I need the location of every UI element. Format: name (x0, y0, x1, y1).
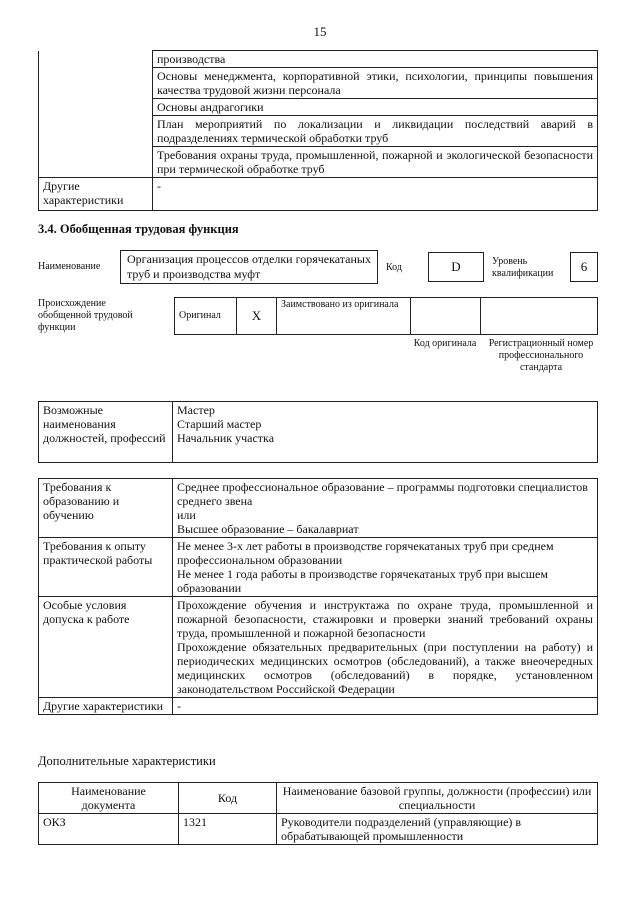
education-line: или (177, 508, 196, 522)
code-original-cell (411, 298, 481, 335)
special-line: Прохождение обязательных предварительных (при поступлении на работу) и периодических медицинских осмотров (обследований), а также внеочередных медицинских осмотров (обследований) в порядке, установленном законодательством Российской Федерации (177, 640, 593, 696)
education-line: Среднее профессиональное образование – программы подготовки специалистов среднего звена (177, 480, 588, 508)
code-original-label: Код оригинала (413, 338, 477, 349)
header-document: Наименование документа (39, 783, 179, 814)
level-label: Уровень квалификации (492, 256, 554, 279)
origin-table (174, 297, 598, 335)
experience-values (173, 538, 598, 597)
original-mark: X (237, 298, 277, 335)
header-code: Код (179, 783, 277, 814)
req-other-value: - (173, 698, 598, 715)
row-code: 1321 (179, 814, 277, 845)
knowledge-table (38, 50, 598, 211)
knowledge-row: Основы андрагогики (153, 99, 598, 116)
additional-title: Дополнительные характеристики (38, 754, 216, 768)
header-group: Наименование базовой группы, должности (профессии) или специальности (277, 783, 598, 814)
positions-label: Возможные наименования должностей, профессий (39, 402, 173, 463)
positions-table (38, 401, 598, 463)
original-label: Оригинал (175, 298, 237, 335)
reg-number-label: Регистрационный номер профессионального стандарта (488, 338, 594, 373)
code-label: Код (386, 262, 402, 273)
knowledge-row: производства (153, 51, 598, 68)
origin-label: Происхождение обобщенной трудовой функции (38, 298, 133, 333)
other-characteristics-label: Другие характеристики (39, 178, 153, 211)
level-value-box: 6 (570, 252, 598, 282)
row-document: ОКЗ (39, 814, 179, 845)
special-conditions-values (173, 597, 598, 698)
row-group: Руководители подразделений (управляющие) в обрабатывающей промышленности (277, 814, 598, 845)
req-other-label: Другие характеристики (39, 698, 173, 715)
reg-number-cell (481, 298, 598, 335)
code-value-box: D (428, 252, 484, 282)
additional-table (38, 782, 598, 845)
position-item: Начальник участка (177, 431, 275, 445)
knowledge-row: Требования охраны труда, промышленной, пожарной и экологической безопасности при термической обработке труб (153, 147, 598, 178)
special-conditions-label: Особые условия допуска к работе (39, 597, 173, 698)
table-row (39, 814, 598, 845)
education-label: Требования к образованию и обучению (39, 479, 173, 538)
position-item: Старший мастер (177, 417, 262, 431)
experience-label: Требования к опыту практической работы (39, 538, 173, 597)
requirements-table (38, 478, 598, 715)
knowledge-label-cell (39, 51, 153, 178)
experience-line: Не менее 1 года работы в производстве горячекатаных труб при высшем образовании (177, 567, 548, 595)
knowledge-row: Основы менеджмента, корпоративной этики, психологии, принципы повышения качества трудовой жизни персонала (153, 68, 598, 99)
other-characteristics-value: - (153, 178, 598, 211)
page-number: 15 (313, 24, 327, 39)
special-line: Прохождение обучения и инструктажа по охране труда, промышленной и пожарной безопасности, стажировки и проверки знаний требований охраны труда, промышленной и пожарной безопасности (177, 598, 593, 640)
positions-values (173, 402, 598, 463)
name-label: Наименование (38, 261, 101, 272)
position-item: Мастер (177, 403, 215, 417)
function-name-box: Организация процессов отделки горячекатаных труб и производства муфт (120, 250, 378, 284)
education-line: Высшее образование – бакалавриат (177, 522, 359, 536)
section-title: 3.4. Обобщенная трудовая функция (38, 222, 239, 236)
education-values (173, 479, 598, 538)
experience-line: Не менее 3-х лет работы в производстве горячекатаных труб при среднем профессиональном образовании (177, 539, 554, 567)
knowledge-row: План мероприятий по локализации и ликвидации последствий аварий в подразделениях термической обработки труб (153, 116, 598, 147)
borrowed-label: Заимствовано из оригинала (277, 298, 411, 335)
